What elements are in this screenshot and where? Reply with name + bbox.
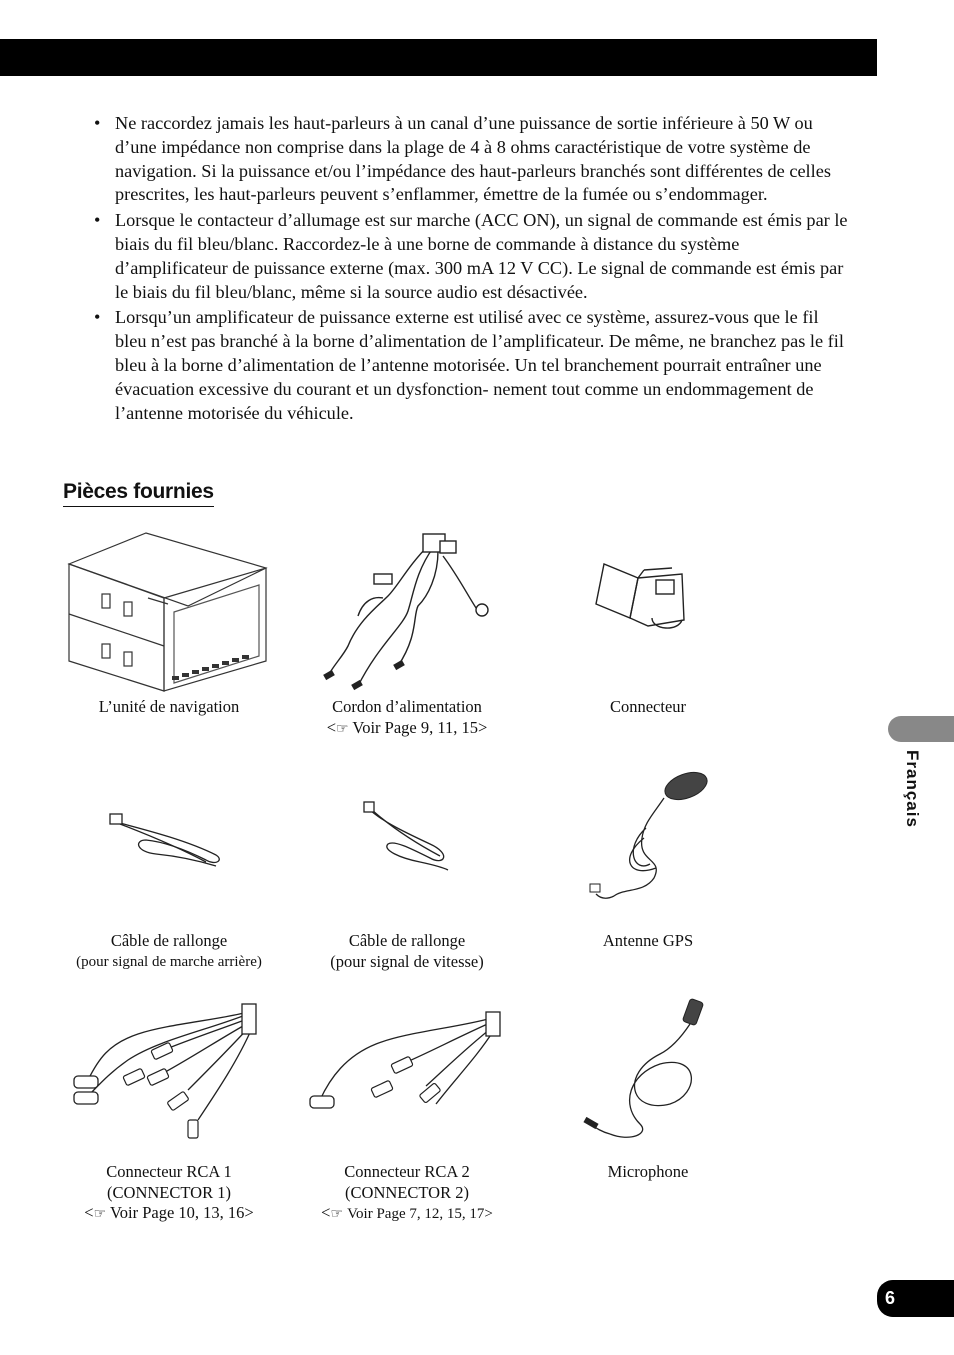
connector-illustration: [592, 560, 692, 636]
language-label: Français: [903, 750, 922, 828]
hand-pointer-icon: ☞: [93, 1206, 107, 1222]
page-number: 6: [877, 1280, 954, 1317]
caption-rca-1: Connecteur RCA 1 (CONNECTOR 1) <☞ Voir Page 10, 13, 16>: [84, 1162, 254, 1222]
caption-power-cord: Cordon d’alimentation <☞ Voir Page 9, 11, 15>: [326, 697, 488, 737]
rca-connector-1-illustration: [68, 1000, 264, 1144]
hand-pointer-icon: ☞: [336, 720, 349, 737]
list-item: • Lorsque le contacteur d’allumage est sur marche (ACC ON), un signal de commande est émis par le biais du fil bleu/blanc. Raccordez-le à une borne de commande à distance du système d’amplificateur de puissance externe (max. 300 mA 12 V CC). Le signal de commande est émis par le biais du fil bleu/blanc, même si la source audio est désactivée.: [94, 210, 848, 302]
caption-microphone: Microphone: [607, 1162, 689, 1181]
rca-connector-2-illustration: [306, 1008, 506, 1116]
warning-list: [92, 112, 852, 427]
hand-pointer-icon: ☞: [330, 1206, 344, 1222]
caption-gps-antenna: Antenne GPS: [602, 931, 694, 950]
language-tab: [888, 716, 954, 742]
caption-extension-reverse: Câble de rallonge (pour signal de marche arrière): [76, 931, 262, 970]
section-title: Pièces fournies: [63, 480, 214, 507]
caption-extension-speed: Câble de rallonge (pour signal de vitesse): [330, 931, 484, 971]
navigation-unit-illustration: [64, 528, 274, 693]
extension-cable-speed-illustration: [360, 800, 456, 874]
header-bar: [0, 39, 877, 76]
power-cord-illustration: [318, 526, 498, 694]
list-item: • Lorsqu’un amplificateur de puissance externe est utilisé avec ce système, assurez-vous que le fil bleu n’est pas branché à la borne d’alimentation de l’amplificateur. De même, ne branchez pas le fil bleu à la borne d’alimentation de l’antenne motorisée. Un tel branchement pourrait entraîner une évacuation excessive du courant et un dysfonction- nement tout comme un endommagement de l’antenne motorisée du véhicule.: [94, 307, 844, 423]
caption-connector: Connecteur: [609, 697, 687, 716]
caption-rca-2: Connecteur RCA 2 (CONNECTOR 2) <☞ Voir Page 7, 12, 15, 17>: [321, 1162, 493, 1222]
caption-navigation-unit: L’unité de navigation: [98, 697, 240, 716]
microphone-illustration: [580, 994, 716, 1146]
gps-antenna-illustration: [584, 768, 712, 908]
extension-cable-reverse-illustration: [106, 800, 230, 872]
list-item: • Ne raccordez jamais les haut-parleurs à un canal d’une puissance de sortie inférieure à 50 W ou d’une impédance non comprise dans la plage de 4 à 8 ohms caractéristique de votre système de navigation. Si la puissance et/ou l’impédance des haut-parleurs branchés sont différentes de celles prescrites, les haut-parleurs peuvent s’enflammer, émettre de la fumée ou s’endommager.: [94, 113, 831, 205]
